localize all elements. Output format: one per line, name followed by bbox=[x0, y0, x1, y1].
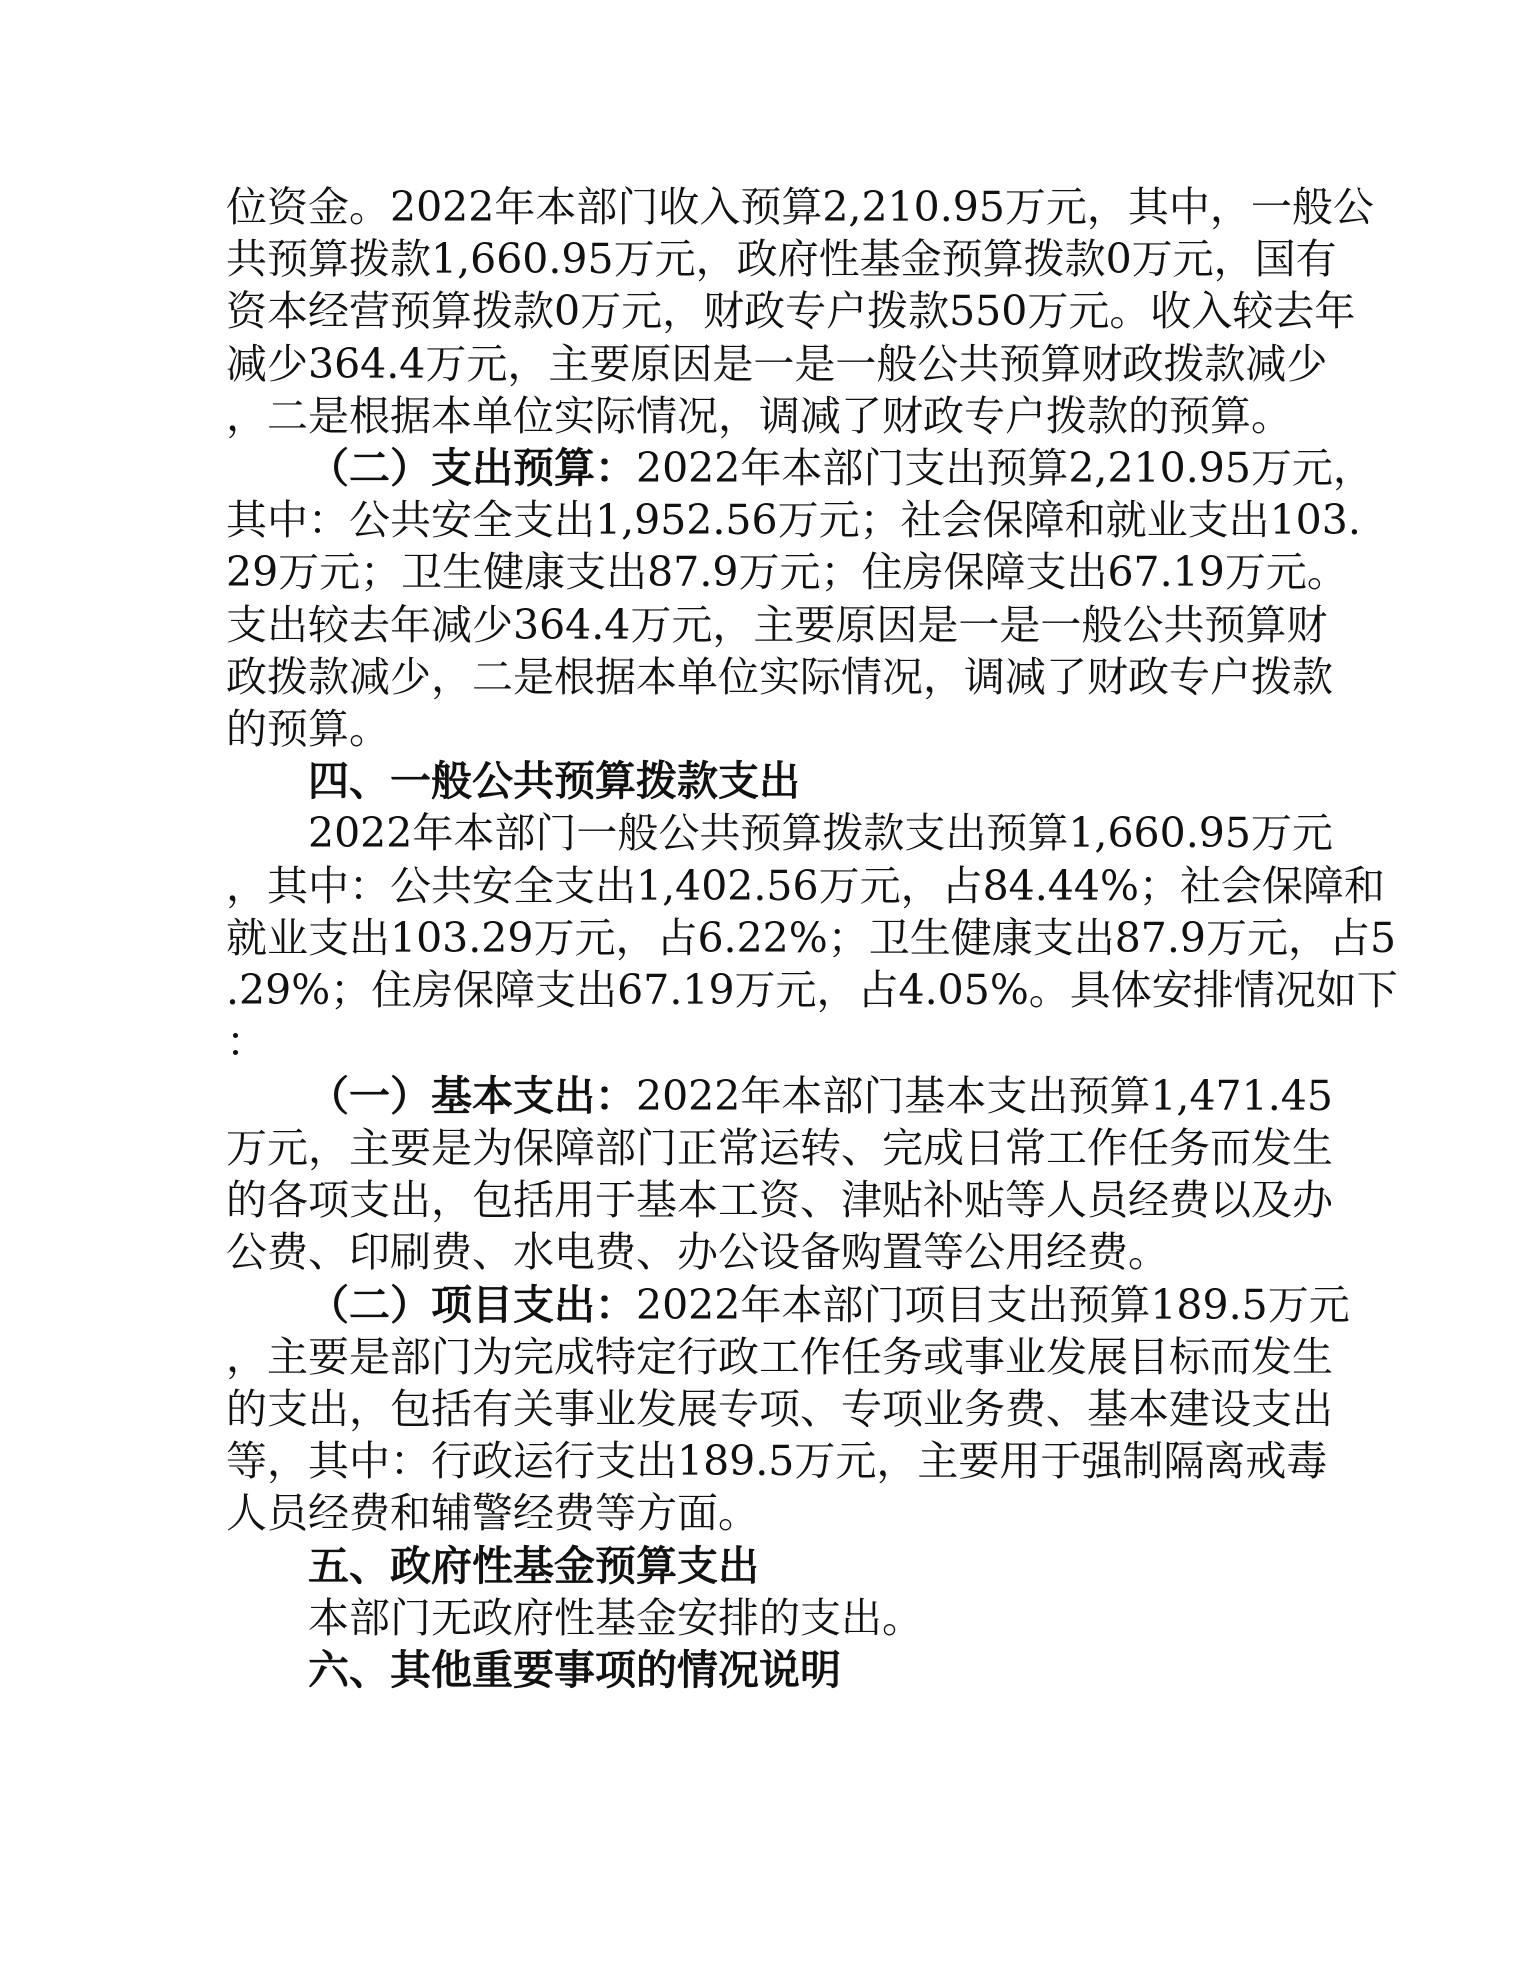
project-expenditure-first-text: 2022年本部门项目支出预算189.5万元 bbox=[636, 1281, 1350, 1329]
project-expenditure-line-4: 等，其中：行政运行支出189.5万元，主要用于强制隔离戒毒 bbox=[226, 1437, 1328, 1485]
section-4-line-5: ： bbox=[226, 1018, 267, 1066]
section-4-line-4: .29%；住房保障支出67.19万元，占4.05%。具体安排情况如下 bbox=[226, 966, 1398, 1014]
section-4-heading: 四、一般公共预算拨款支出 bbox=[308, 757, 800, 805]
expenditure-line-2: 其中：公共安全支出1,952.56万元；社会保障和就业支出103. bbox=[226, 496, 1361, 544]
project-expenditure-first-line bbox=[308, 1281, 1350, 1329]
section-4-line-1: 2022年本部门一般公共预算拨款支出预算1,660.95万元 bbox=[308, 809, 1333, 857]
expenditure-line-4: 支出较去年减少364.4万元，主要原因是一是一般公共预算财 bbox=[226, 601, 1328, 649]
income-line-4: 减少364.4万元，主要原因是一是一般公共预算财政拨款减少 bbox=[226, 340, 1328, 388]
basic-expenditure-first-text: 2022年本部门基本支出预算1,471.45 bbox=[636, 1072, 1333, 1120]
section-5-heading: 五、政府性基金预算支出 bbox=[308, 1542, 759, 1590]
section-4-line-3: 就业支出103.29万元，占6.22%；卫生健康支出87.9万元，占5 bbox=[226, 914, 1397, 962]
income-line-1: 位资金。2022年本部门收入预算2,210.95万元，其中，一般公 bbox=[226, 183, 1374, 231]
section-5-text: 本部门无政府性基金安排的支出。 bbox=[308, 1594, 923, 1642]
section-6-heading: 六、其他重要事项的情况说明 bbox=[308, 1646, 841, 1694]
project-expenditure-line-5: 人员经费和辅警经费等方面。 bbox=[226, 1489, 759, 1537]
expenditure-line-3: 29万元；卫生健康支出87.9万元；住房保障支出67.19万元。 bbox=[226, 548, 1348, 596]
income-line-5: ，二是根据本单位实际情况，调减了财政专户拨款的预算。 bbox=[226, 392, 1292, 440]
section-4-line-2: ，其中：公共安全支出1,402.56万元，占84.44%；社会保障和 bbox=[226, 862, 1385, 910]
basic-expenditure-line-3: 的各项支出，包括用于基本工资、津贴补贴等人员经费以及办 bbox=[226, 1176, 1333, 1224]
project-expenditure-line-2: ，主要是部门为完成特定行政工作任务或事业发展目标而发生 bbox=[226, 1333, 1333, 1381]
expenditure-budget-first-text: 2022年本部门支出预算2,210.95万元， bbox=[636, 444, 1374, 492]
basic-expenditure-lead: （一）基本支出： bbox=[308, 1072, 636, 1120]
project-expenditure-lead: （二）项目支出： bbox=[308, 1281, 636, 1329]
expenditure-budget-lead: （二）支出预算： bbox=[308, 444, 636, 492]
income-line-3: 资本经营预算拨款0万元，财政专户拨款550万元。收入较去年 bbox=[226, 287, 1356, 335]
expenditure-line-5: 政拨款减少，二是根据本单位实际情况，调减了财政专户拨款 bbox=[226, 653, 1333, 701]
income-line-2: 共预算拨款1,660.95万元，政府性基金预算拨款0万元，国有 bbox=[226, 235, 1337, 283]
basic-expenditure-line-2: 万元，主要是为保障部门正常运转、完成日常工作任务而发生 bbox=[226, 1124, 1333, 1172]
project-expenditure-line-3: 的支出，包括有关事业发展专项、专项业务费、基本建设支出 bbox=[226, 1385, 1333, 1433]
expenditure-budget-first-line bbox=[308, 444, 1374, 492]
expenditure-line-6: 的预算。 bbox=[226, 705, 390, 753]
basic-expenditure-line-4: 公费、印刷费、水电费、办公设备购置等公用经费。 bbox=[226, 1228, 1169, 1276]
basic-expenditure-first-line bbox=[308, 1072, 1333, 1120]
